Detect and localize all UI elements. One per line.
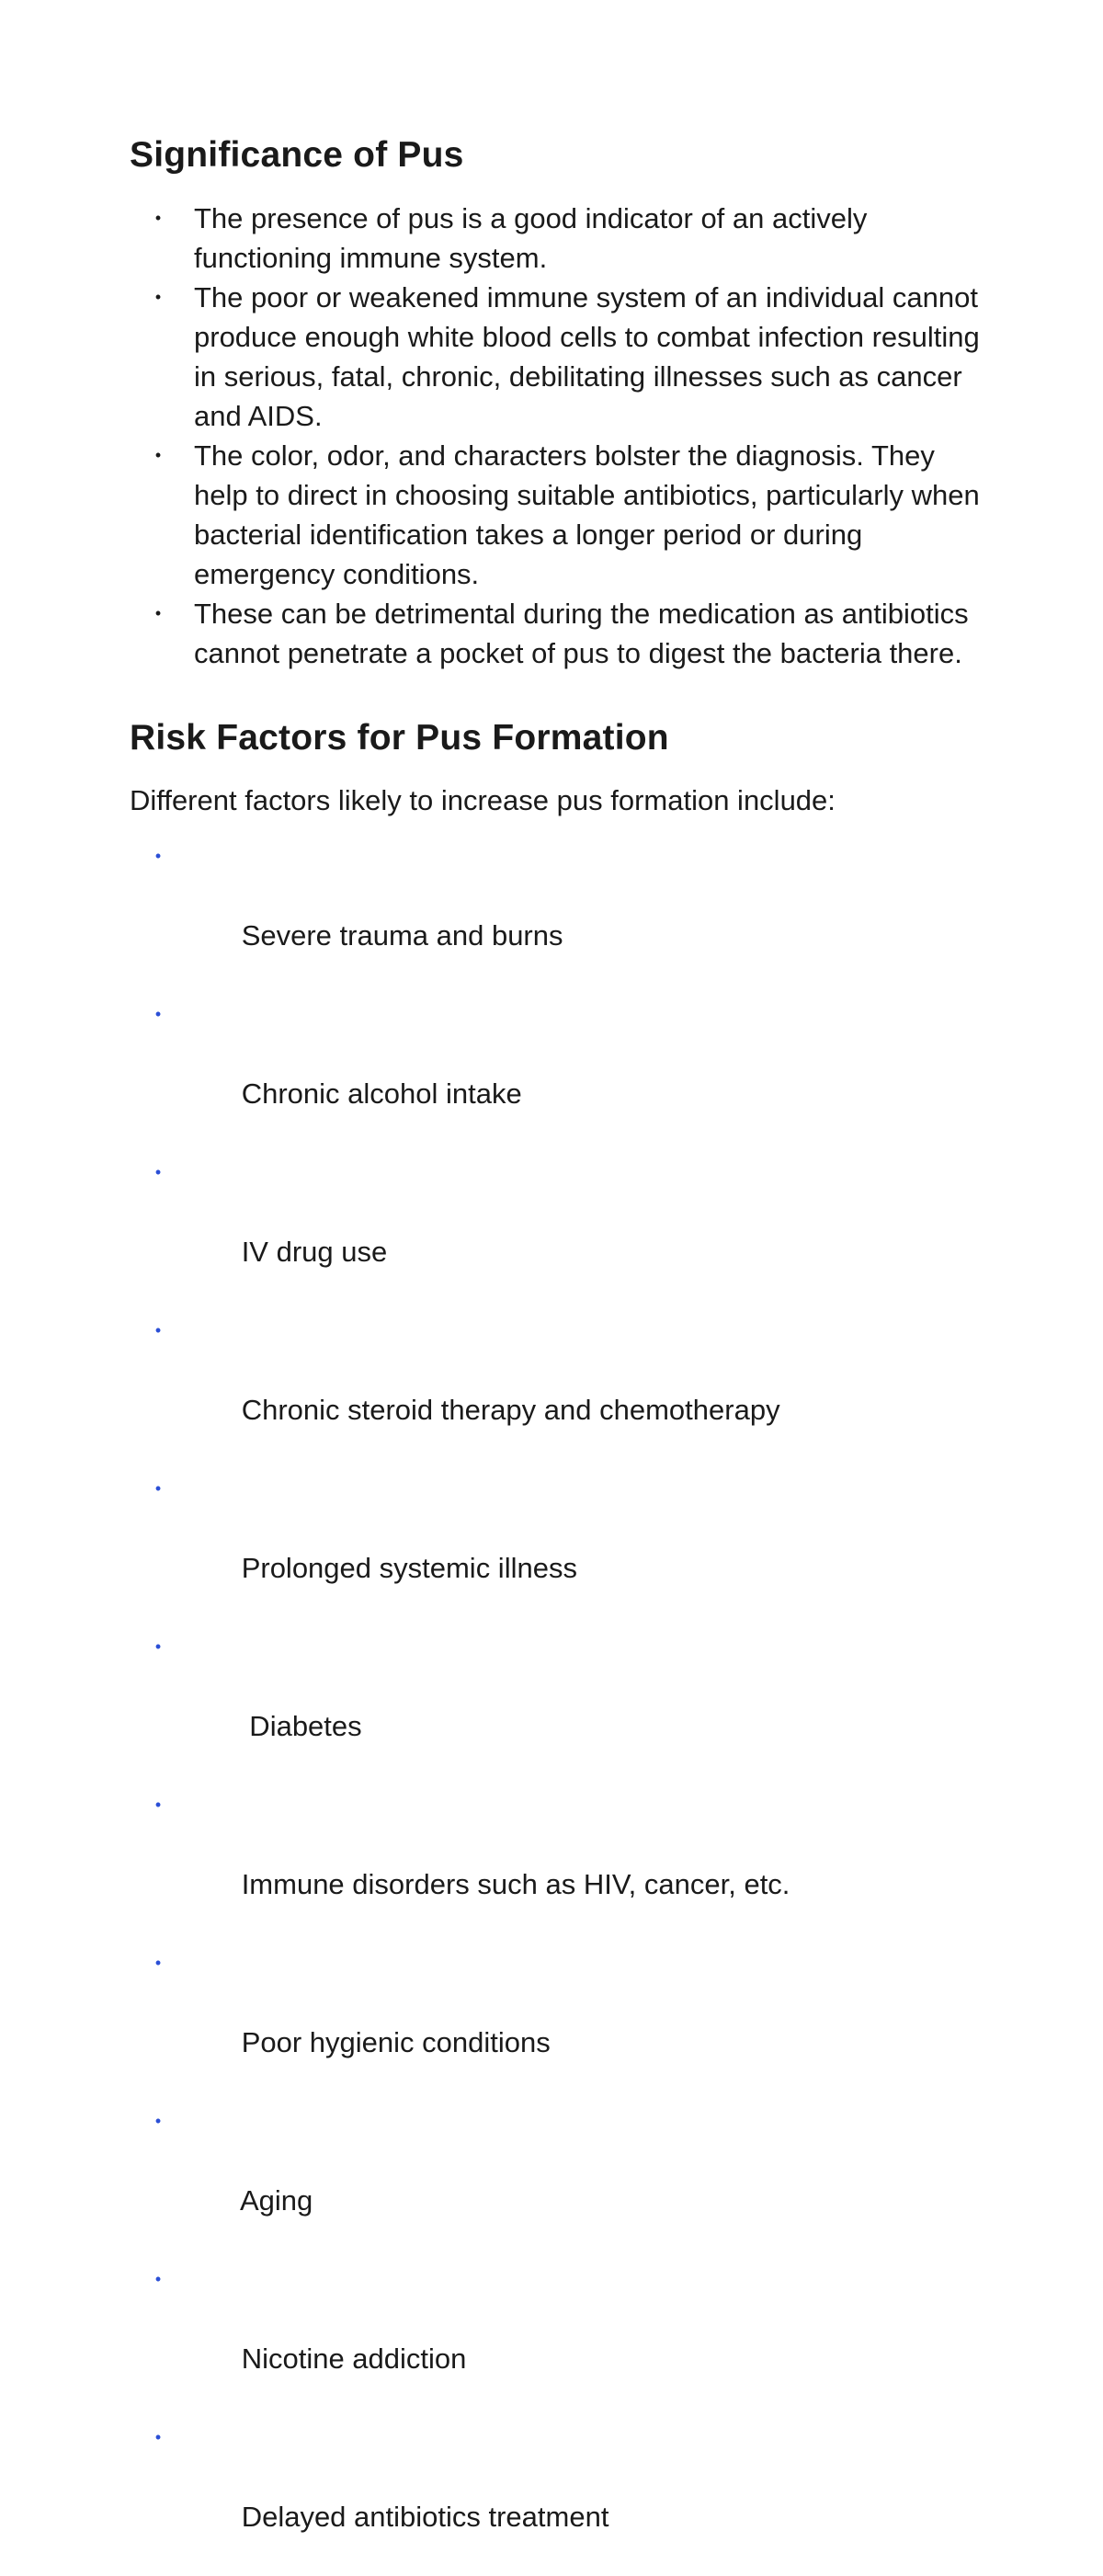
- significance-list: [0, 199, 994, 673]
- risk-factors-list: [0, 837, 790, 2576]
- bullet-icon: •: [154, 1637, 162, 1656]
- bullet-icon: •: [154, 288, 162, 306]
- list-item: [0, 2260, 790, 2418]
- list-item-text: IV drug use: [241, 1236, 388, 1268]
- list-item: [0, 837, 790, 995]
- bullet-icon: •: [154, 2112, 162, 2130]
- bullet-icon: •: [154, 446, 162, 464]
- list-item: [0, 199, 994, 278]
- list-item: [0, 2418, 790, 2576]
- bullet-icon: •: [154, 1163, 162, 1181]
- list-item-text: Diabetes: [241, 1710, 362, 1742]
- list-item: [0, 1627, 790, 1785]
- bullet-icon: •: [154, 847, 162, 865]
- list-item-text: Chronic alcohol intake: [241, 1077, 522, 1110]
- list-item: [0, 1943, 790, 2102]
- list-item-text: Immune disorders such as HIV, cancer, etc.: [241, 1868, 790, 1900]
- list-item: [0, 436, 994, 594]
- bullet-icon: •: [154, 2270, 162, 2288]
- list-item-text: The color, odor, and characters bolster the diagnosis. They help to direct in choosing suitable antibiotics, particularly when bacterial identification takes a longer period or during emergency conditions.: [194, 439, 980, 590]
- list-item: [0, 1311, 790, 1469]
- list-item: [0, 1469, 790, 1627]
- list-item-text: Nicotine addiction: [241, 2342, 467, 2375]
- section-heading-significance: Significance of Pus: [130, 135, 464, 175]
- list-item: [0, 594, 994, 673]
- bullet-icon: •: [154, 209, 162, 227]
- list-item-text: The poor or weakened immune system of an individual cannot produce enough white blood cells to combat infection resulting in serious, fatal, chronic, debilitating illnesses such as cancer and AIDS.: [194, 281, 980, 432]
- list-item-text: Poor hygienic conditions: [241, 2026, 551, 2058]
- bullet-icon: •: [154, 1954, 162, 1972]
- bullet-icon: •: [154, 1479, 162, 1498]
- risk-factors-intro: Different factors likely to increase pus formation include:: [130, 784, 836, 816]
- bullet-icon: •: [154, 1321, 162, 1339]
- list-item-text: The presence of pus is a good indicator of an actively functioning immune system.: [194, 202, 868, 274]
- list-item-text: Aging: [239, 2184, 313, 2217]
- list-item-text: Prolonged systemic illness: [241, 1552, 577, 1584]
- list-item-text: Severe trauma and burns: [241, 919, 563, 952]
- list-item: [0, 1785, 790, 1943]
- list-item-text: Delayed antibiotics treatment: [241, 2501, 609, 2533]
- section-heading-risk-factors: Risk Factors for Pus Formation: [130, 718, 669, 758]
- bullet-icon: •: [154, 1005, 162, 1023]
- list-item: [0, 1153, 790, 1311]
- list-item: [0, 278, 994, 436]
- list-item-text: These can be detrimental during the medication as antibiotics cannot penetrate a pocket of pus to digest the bacteria there.: [194, 598, 969, 669]
- bullet-icon: •: [154, 2428, 162, 2446]
- list-item: [0, 995, 790, 1153]
- bullet-icon: •: [154, 604, 162, 622]
- list-item-text: Chronic steroid therapy and chemotherapy: [241, 1394, 780, 1426]
- list-item: [0, 2102, 790, 2260]
- bullet-icon: •: [154, 1795, 162, 1814]
